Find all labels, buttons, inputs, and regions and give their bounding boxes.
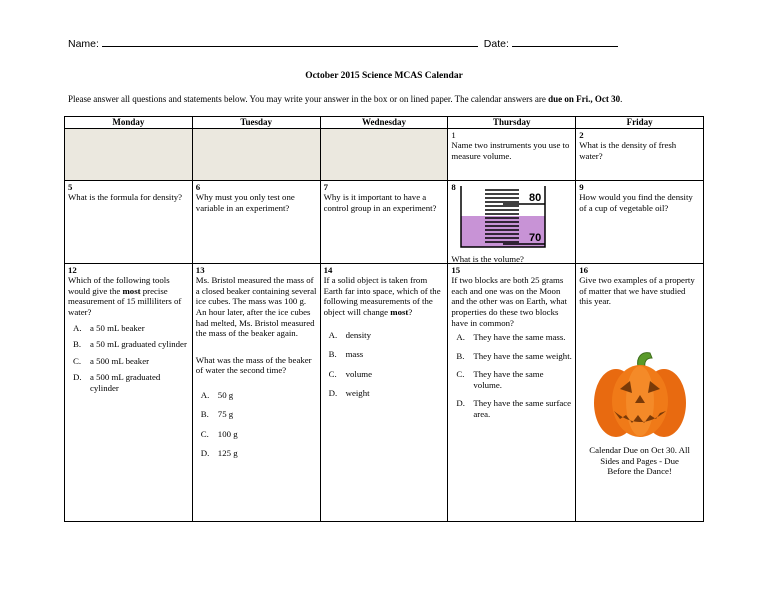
answer-option[interactable]: D. 125 g <box>200 448 238 459</box>
question-text: What is the volume? <box>451 254 524 265</box>
answer-option[interactable]: C. They have the same volume. <box>456 369 544 390</box>
day-header-monday: Monday <box>65 117 193 129</box>
day-number: 6 <box>195 181 201 192</box>
due-note: Calendar Due on Oct 30. All Sides and Pages - Due Before the Dance! <box>589 444 690 477</box>
answer-option[interactable]: C. 100 g <box>200 428 238 439</box>
calendar-table <box>64 116 704 522</box>
day-number: 14 <box>323 264 333 275</box>
day-cell-1[interactable] <box>448 128 576 180</box>
answer-options <box>196 390 317 459</box>
name-field[interactable] <box>102 36 478 47</box>
day-header-tuesday: Tuesday <box>192 117 320 129</box>
day-number: 8 <box>451 181 456 192</box>
day-cell-15[interactable] <box>448 263 576 521</box>
header-line <box>68 36 618 50</box>
answer-option[interactable]: A. 50 g <box>200 389 234 400</box>
answer-option[interactable]: A. a 50 mL beaker <box>73 322 145 333</box>
answer-option[interactable]: C. volume <box>328 368 372 379</box>
day-cell-14[interactable] <box>320 263 448 521</box>
day-header-friday: Friday <box>576 117 704 129</box>
day-cell-6[interactable] <box>192 180 320 263</box>
answer-option[interactable]: B. mass <box>328 349 364 360</box>
empty-day-cell <box>320 128 448 180</box>
date-field[interactable] <box>512 36 618 47</box>
question-text-2: What was the mass of the beaker of water the second time? <box>195 354 312 376</box>
answer-option[interactable]: D. They have the same surface area. <box>456 398 572 419</box>
instructions-text: Please answer all questions and statements below. You may write your answer in the box or on lined paper. The calendar answers are <box>68 94 549 104</box>
empty-day-cell <box>192 128 320 180</box>
day-cell-7[interactable] <box>320 180 448 263</box>
answer-option[interactable]: A. density <box>328 329 372 340</box>
day-cell-2[interactable] <box>576 128 704 180</box>
day-number: 5 <box>68 181 73 192</box>
week-row-3 <box>65 263 704 521</box>
day-cell-5[interactable] <box>65 180 193 263</box>
day-cell-13[interactable] <box>192 263 320 521</box>
day-number: 16 <box>579 264 588 275</box>
day-cell-9[interactable] <box>576 180 704 263</box>
answer-option[interactable]: C. a 500 mL beaker <box>73 355 150 366</box>
day-number: 7 <box>323 181 328 192</box>
instructions-end: . <box>620 94 623 104</box>
day-number: 2 <box>579 129 584 140</box>
graduated-cylinder-image <box>457 186 549 248</box>
answer-option[interactable]: B. They have the same weight. <box>456 350 572 361</box>
question-text: What is the density of fresh water? <box>579 140 677 161</box>
answer-option[interactable]: D. weight <box>328 388 370 399</box>
date-label: Date: <box>483 38 509 50</box>
answer-option[interactable]: D. a 500 mL graduated cylinder <box>73 372 161 393</box>
scale-label-70: 70 <box>529 232 542 245</box>
day-cell-16[interactable] <box>576 263 704 521</box>
question-text: If two blocks are both 25 grams each and one was on the Moon and the other was on Earth, what properties do these two blocks have in common? <box>451 275 567 328</box>
pumpkin-icon <box>590 349 690 441</box>
day-number: 13 <box>195 264 205 275</box>
due-date: due on Fri., Oct 30 <box>548 94 621 104</box>
week-row-1 <box>65 128 704 180</box>
question-text: Name two instruments you use to measure volume. <box>451 140 570 161</box>
question-text: If a solid object is taken from Earth far into space, which of the following measurements of the object will change most? <box>323 275 441 317</box>
day-header-wednesday: Wednesday <box>320 117 448 129</box>
answer-option[interactable]: A. They have the same mass. <box>456 332 566 343</box>
day-header-thursday: Thursday <box>448 117 576 129</box>
day-number: 12 <box>68 264 77 275</box>
day-number: 9 <box>579 181 584 192</box>
name-label: Name: <box>68 38 99 50</box>
question-text: Why is it important to have a control group in an experiment? <box>323 192 437 213</box>
empty-day-cell <box>65 128 193 180</box>
question-text: Ms. Bristol measured the mass of a closed beaker containing several ice cubes. The mass was 100 g. An hour later, after the ice cubes had melted, Ms. Bristol measured the mass of the beaker again. <box>195 275 317 339</box>
page-title: October 2015 Science MCAS Calendar <box>305 71 463 81</box>
week-row-2 <box>65 180 704 263</box>
question-text: What is the formula for density? <box>68 192 183 203</box>
scale-label-80: 80 <box>529 192 542 205</box>
instructions <box>68 94 622 104</box>
day-number: 1 <box>451 129 456 140</box>
day-cell-12[interactable] <box>65 263 193 521</box>
day-cell-8[interactable] <box>448 180 576 263</box>
question-text: How would you find the density of a cup of vegetable oil? <box>579 192 693 213</box>
day-header-row <box>65 117 704 129</box>
answer-option[interactable]: B. a 50 mL graduated cylinder <box>73 339 187 350</box>
answer-options <box>451 332 572 419</box>
answer-option[interactable]: B. 75 g <box>200 409 234 420</box>
question-text: Why must you only test one variable in an experiment? <box>195 192 295 213</box>
question-text: Which of the following tools would give the most precise measurement of 15 milliliters of water? <box>68 275 182 317</box>
answer-options <box>68 323 189 394</box>
question-text: Give two examples of a property of matter that we have studied this year. <box>579 275 695 307</box>
answer-options <box>324 330 445 399</box>
day-number: 15 <box>451 264 461 275</box>
